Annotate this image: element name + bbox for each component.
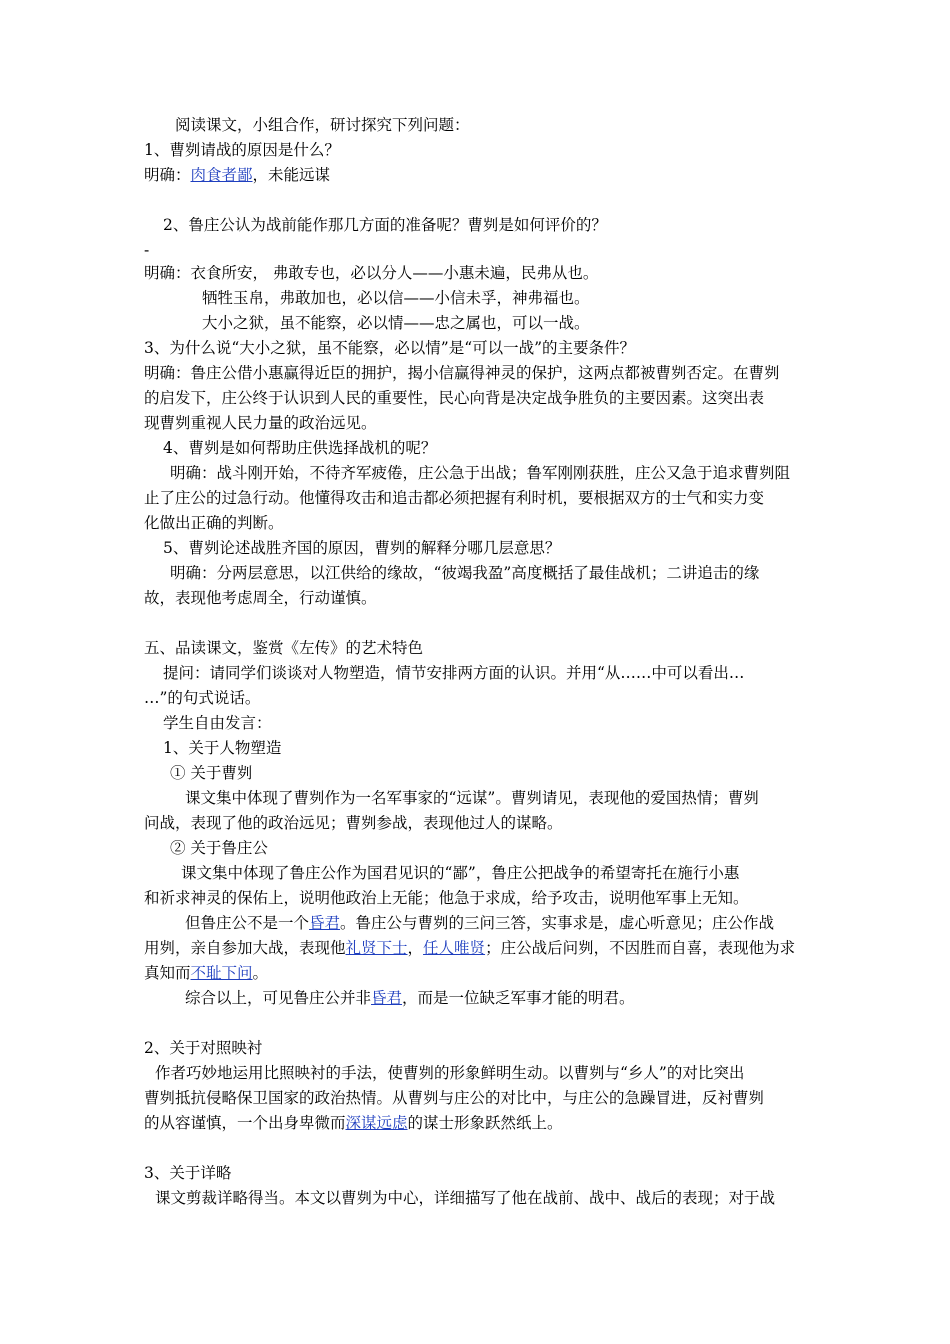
text-run: 4、曹刿是如何帮助庄供选择战机的呢？ [163,439,437,457]
text-line [144,238,149,262]
text-run: 2、关于对照映衬 [144,1039,263,1057]
text-line [155,1061,744,1085]
text-run: 的谋士形象跃然纸上。 [407,1114,563,1132]
text-line [144,1111,563,1135]
text-run: - [144,241,150,259]
text-run: 1、曹刿请战的原因是什么？ [144,141,340,159]
text-run: 但鲁庄公不是一个 [185,914,310,932]
text-line [185,786,759,810]
text-run: 止了庄公的过急行动。他懂得攻击和追击都必须把握有利时机，要根据双方的士气和实力变 [144,489,765,507]
text-run: 课文剪裁详略得当。本文以曹刿为中心，详细描写了他在战前、战中、战后的表现；对于战 [155,1189,776,1207]
text-line [144,961,268,985]
hyperlink-term[interactable]: 昏君 [309,914,341,932]
text-line [144,336,635,360]
text-run: 课文集中体现了曹刿作为一名军事家的“远谋”。曹刿请见，表现他的爱国热情；曹刿 [185,789,759,807]
text-line [155,1186,775,1210]
text-line [202,311,590,335]
text-line [170,461,790,485]
text-run: 1、关于人物塑造 [163,739,282,757]
text-run: 牺牲玉帛，弗敢加也，必以信——小信未孚，神弗福也。 [202,289,590,307]
text-line [144,1086,764,1110]
text-run: ，而是一位缺乏军事才能的明君。 [402,989,635,1007]
text-run: 课文集中体现了鲁庄公作为国君见识的“鄙”，鲁庄公把战争的希望寄托在施行小惠 [181,864,740,882]
text-line [163,661,744,685]
text-line [144,936,795,960]
text-line [144,163,330,187]
text-run: 5、曹刿论述战胜齐国的原因，曹刿的解释分哪几层意思？ [163,539,561,557]
text-run: 3、关于详略 [144,1164,232,1182]
text-run: 故，表现他考虑周全，行动谨慎。 [144,589,377,607]
text-run: 学生自由发言： [163,714,272,732]
text-line [144,486,764,510]
text-line [144,886,749,910]
text-run: 综合以上，可见鲁庄公并非 [185,989,372,1007]
hyperlink-term[interactable]: 任人唯贤 [423,939,486,957]
text-line [144,811,563,835]
text-run: 曹刿抵抗侵略保卫国家的政治热情。从曹刿与庄公的对比中，与庄公的急躁冒进，反衬曹刿 [144,1089,765,1107]
text-run: 作者巧妙地运用比照映衬的手法，使曹刿的形象鲜明生动。以曹刿与“乡人”的对比突出 [155,1064,745,1082]
text-run: 用刿，亲自参加大战，表现他 [144,939,346,957]
text-line [170,761,252,785]
text-line [144,361,780,385]
text-line [163,736,281,760]
text-line [144,1036,262,1060]
text-line [144,138,340,162]
text-line [185,911,774,935]
hyperlink-term[interactable]: 不耻下问 [190,964,253,982]
text-run: ，未能远谋 [252,166,331,184]
text-line [181,861,739,885]
text-run: 明确： [144,166,191,184]
text-line [202,286,590,310]
text-line [163,213,607,237]
text-line [144,636,423,660]
text-run: ， [407,939,424,957]
text-run: 明确：鲁庄公借小惠赢得近臣的拥护，揭小信赢得神灵的保护，这两点都被曹刿否定。在曹刿 [144,364,780,382]
text-run: ；庄公战后问刿，不因胜而自喜，表现他为求 [485,939,796,957]
text-line [170,561,759,585]
text-run: 3、为什么说“大小之狱，虽不能察，必以情”是“可以一战”的主要条件？ [144,339,636,357]
text-run: 明确：分两层意思，以江供给的缘故，“彼竭我盈”高度概括了最佳战机；二讲追击的缘 [170,564,760,582]
text-line [170,836,268,860]
text-line [144,386,764,410]
text-run: 和祈求神灵的保佑上，说明他政治上无能；他急于求成，给予攻击，说明他军事上无知。 [144,889,749,907]
text-run: 提问：请同学们谈谈对人物塑造，情节安排两方面的认识。并用“从……中可以看出… [163,664,745,682]
text-run: 明确：战斗刚开始，不待齐军疲倦，庄公急于出战；鲁军刚刚获胜，庄公又急于追求曹刿阻 [170,464,791,482]
text-run: ① 关于曹刿 [170,764,253,782]
text-run: 阅读课文，小组合作，研讨探究下列问题： [175,116,470,134]
text-run: ② 关于鲁庄公 [170,839,268,857]
text-run: 。 [252,964,269,982]
hyperlink-term[interactable]: 礼贤下士 [345,939,408,957]
text-line [144,261,598,285]
text-run: 明确：衣食所安， 弗敢专也，必以分人——小惠未遍，民弗从也。 [144,264,599,282]
text-run: 五、品读课文，鉴赏《左传》的艺术特色 [144,639,424,657]
text-run: …”的句式说话。 [144,689,261,707]
text-line [163,536,560,560]
text-line [175,113,470,137]
text-line [144,586,377,610]
text-run: 大小之狱，虽不能察，必以情——忠之属也，可以一战。 [202,314,590,332]
text-line [144,686,260,710]
text-run: 。鲁庄公与曹刿的三问三答，实事求是，虚心听意见；庄公作战 [340,914,775,932]
hyperlink-term[interactable]: 昏君 [371,989,403,1007]
text-run: 化做出正确的判断。 [144,514,284,532]
text-run: 问战，表现了他的政治远见；曹刿参战，表现他过人的谋略。 [144,814,563,832]
text-line [144,1161,231,1185]
text-run: 现曹刿重视人民力量的政治远见。 [144,414,377,432]
hyperlink-term[interactable]: 深谋远虑 [345,1114,408,1132]
text-run: 的从容谨慎，一个出身卑微而 [144,1114,346,1132]
text-line [144,411,377,435]
text-run: 2、鲁庄公认为战前能作那几方面的准备呢？曹刿是如何评价的？ [163,216,607,234]
text-line [163,711,272,735]
text-run: 真知而 [144,964,191,982]
text-line [185,986,635,1010]
text-run: 的启发下，庄公终于认识到人民的重要性，民心向背是决定战争胜负的主要因素。这突出表 [144,389,765,407]
text-line [163,436,436,460]
hyperlink-term[interactable]: 肉食者鄙 [190,166,253,184]
text-line [144,511,284,535]
